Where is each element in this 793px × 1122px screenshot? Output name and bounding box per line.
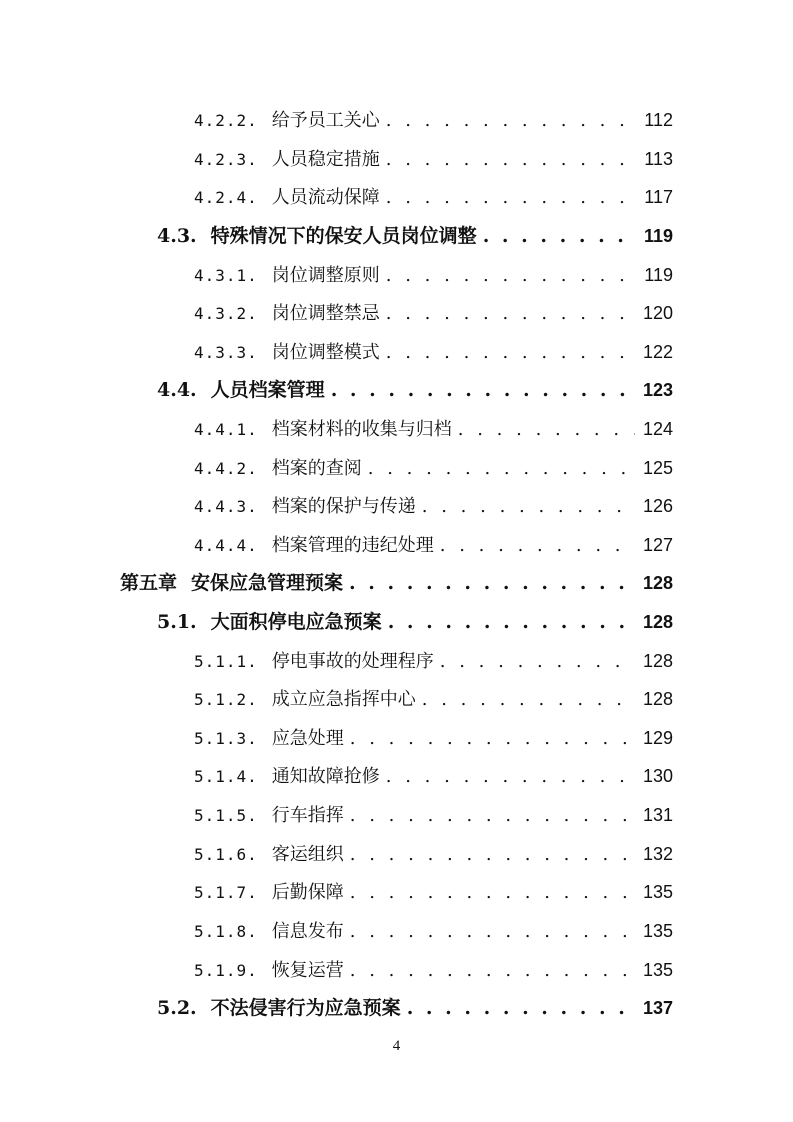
dot-leader (407, 993, 635, 1023)
toc-title: 后勤保障 (271, 882, 344, 903)
dot-leader (386, 261, 637, 291)
toc-entry[interactable] (194, 723, 673, 753)
toc-entry[interactable] (194, 182, 673, 212)
toc-title: 档案材料的收集与归档 (271, 419, 452, 440)
toc-page: 127 (642, 535, 673, 555)
toc-page: 128 (642, 689, 673, 709)
toc-entry[interactable] (194, 761, 673, 791)
toc-title: 客运组织 (271, 844, 344, 865)
toc-entry[interactable] (194, 530, 673, 560)
toc-page: 129 (642, 728, 673, 748)
toc-page: 122 (642, 342, 673, 362)
toc-page: 128 (642, 573, 673, 593)
toc-entry[interactable] (194, 646, 673, 676)
toc-title: 给予员工关心 (271, 110, 380, 131)
toc-number: 5.1.9. (194, 961, 258, 980)
toc-title: 停电事故的处理程序 (271, 651, 434, 672)
toc-page: 124 (642, 419, 673, 439)
toc-page: 132 (642, 844, 673, 864)
toc-entry[interactable] (194, 684, 673, 714)
toc-entry[interactable] (194, 955, 673, 985)
dot-leader (388, 607, 635, 637)
toc-entry-section[interactable] (157, 993, 673, 1023)
dot-leader (350, 724, 635, 754)
toc-title: 档案管理的违纪处理 (271, 535, 434, 556)
toc-entry-section[interactable] (157, 221, 673, 251)
toc-entry[interactable] (194, 105, 673, 135)
dot-leader (350, 801, 635, 831)
toc-page: 119 (644, 265, 673, 285)
toc-page: 119 (643, 226, 673, 246)
toc-entry[interactable] (194, 260, 673, 290)
toc-number: 4.4. (157, 379, 197, 401)
toc-title: 人员流动保障 (271, 187, 380, 208)
toc-entry-section[interactable] (157, 375, 673, 405)
toc-number: 5.1.6. (194, 845, 258, 864)
toc-number: 4.2.4. (194, 188, 258, 207)
toc-number: 4.4.2. (194, 459, 258, 478)
toc-number: 5.1.7. (194, 883, 258, 902)
toc-title: 人员稳定措施 (271, 149, 380, 170)
toc-entry[interactable] (194, 800, 673, 830)
toc-entry[interactable] (194, 491, 673, 521)
toc-title: 通知故障抢修 (271, 766, 380, 787)
toc-number: 5.1.4. (194, 767, 258, 786)
toc-number: 5.1.8. (194, 922, 258, 941)
dot-leader (422, 492, 635, 522)
toc-title: 档案的保护与传递 (271, 496, 416, 517)
toc-page: 135 (642, 960, 673, 980)
toc-number: 4.4.3. (194, 497, 258, 516)
toc-number: 5.1.1. (194, 652, 258, 671)
dot-leader (350, 917, 635, 947)
dot-leader (350, 956, 635, 986)
toc-page: 135 (642, 882, 673, 902)
toc-entry-chapter[interactable] (120, 568, 673, 598)
toc-number: 5.1.3. (194, 729, 258, 748)
dot-leader (386, 106, 637, 136)
toc-page: 131 (642, 805, 673, 825)
toc-number: 5.1.5. (194, 806, 258, 825)
toc-entry[interactable] (194, 453, 673, 483)
dot-leader (386, 338, 635, 368)
toc-page: 123 (642, 380, 673, 400)
toc-entry[interactable] (194, 839, 673, 869)
dot-leader (440, 647, 635, 677)
toc-number: 4.4.1. (194, 420, 258, 439)
dot-leader (350, 840, 635, 870)
page-number: 4 (392, 1038, 401, 1054)
dot-leader (458, 415, 635, 445)
toc-title: 安保应急管理预案 (191, 572, 344, 594)
dot-leader (386, 299, 635, 329)
dot-leader (440, 531, 635, 561)
toc-number: 4.3.1. (194, 266, 258, 285)
toc-page: 125 (642, 458, 673, 478)
toc-title: 恢复运营 (271, 960, 344, 981)
toc-entry[interactable] (194, 144, 673, 174)
toc-page: 128 (642, 651, 673, 671)
toc-page: 120 (642, 303, 673, 323)
dot-leader (386, 145, 637, 175)
toc-title: 岗位调整禁忌 (271, 303, 380, 324)
dot-leader (386, 183, 637, 213)
toc-number: 第五章 (120, 572, 178, 594)
dot-leader (422, 685, 635, 715)
toc-page: 112 (644, 110, 673, 130)
toc-number: 4.3.3. (194, 343, 258, 362)
dot-leader (368, 454, 635, 484)
toc-page: 113 (644, 149, 673, 169)
toc-number: 4.2.3. (194, 150, 258, 169)
toc-number: 4.4.4. (194, 536, 258, 555)
toc-number: 5.1. (157, 611, 197, 633)
toc-title: 岗位调整模式 (271, 342, 380, 363)
toc-title: 信息发布 (271, 921, 344, 942)
toc-title: 大面积停电应急预案 (210, 611, 382, 633)
toc-title: 档案的查阅 (271, 458, 362, 479)
toc-page: 128 (642, 612, 673, 632)
toc-title: 特殊情况下的保安人员岗位调整 (210, 225, 477, 247)
toc-number: 4.3.2. (194, 304, 258, 323)
toc-entry-section[interactable] (157, 607, 673, 637)
toc-title: 不法侵害行为应急预案 (210, 997, 401, 1019)
toc-entry[interactable] (194, 298, 673, 328)
toc-entry[interactable] (194, 337, 673, 367)
toc-title: 岗位调整原则 (271, 265, 380, 286)
dot-leader (349, 568, 635, 598)
toc-entry[interactable] (194, 414, 673, 444)
toc-number: 5.2. (157, 997, 197, 1019)
toc-title: 行车指挥 (271, 805, 344, 826)
dot-leader (386, 762, 635, 792)
toc-number: 4.3. (157, 225, 197, 247)
toc-page: 135 (642, 921, 673, 941)
toc-page: 126 (642, 496, 673, 516)
toc-number: 4.2.2. (194, 111, 258, 130)
dot-leader (331, 375, 635, 405)
toc-title: 人员档案管理 (210, 379, 325, 401)
dot-leader (483, 221, 636, 251)
toc-number: 5.1.2. (194, 690, 258, 709)
toc-title: 成立应急指挥中心 (271, 689, 416, 710)
toc-page: 137 (642, 998, 673, 1018)
toc-page: 130 (642, 766, 673, 786)
toc-entry[interactable] (194, 916, 673, 946)
toc-title: 应急处理 (271, 728, 344, 749)
toc-entry[interactable] (194, 877, 673, 907)
toc-page: 117 (644, 187, 673, 207)
dot-leader (350, 878, 635, 908)
